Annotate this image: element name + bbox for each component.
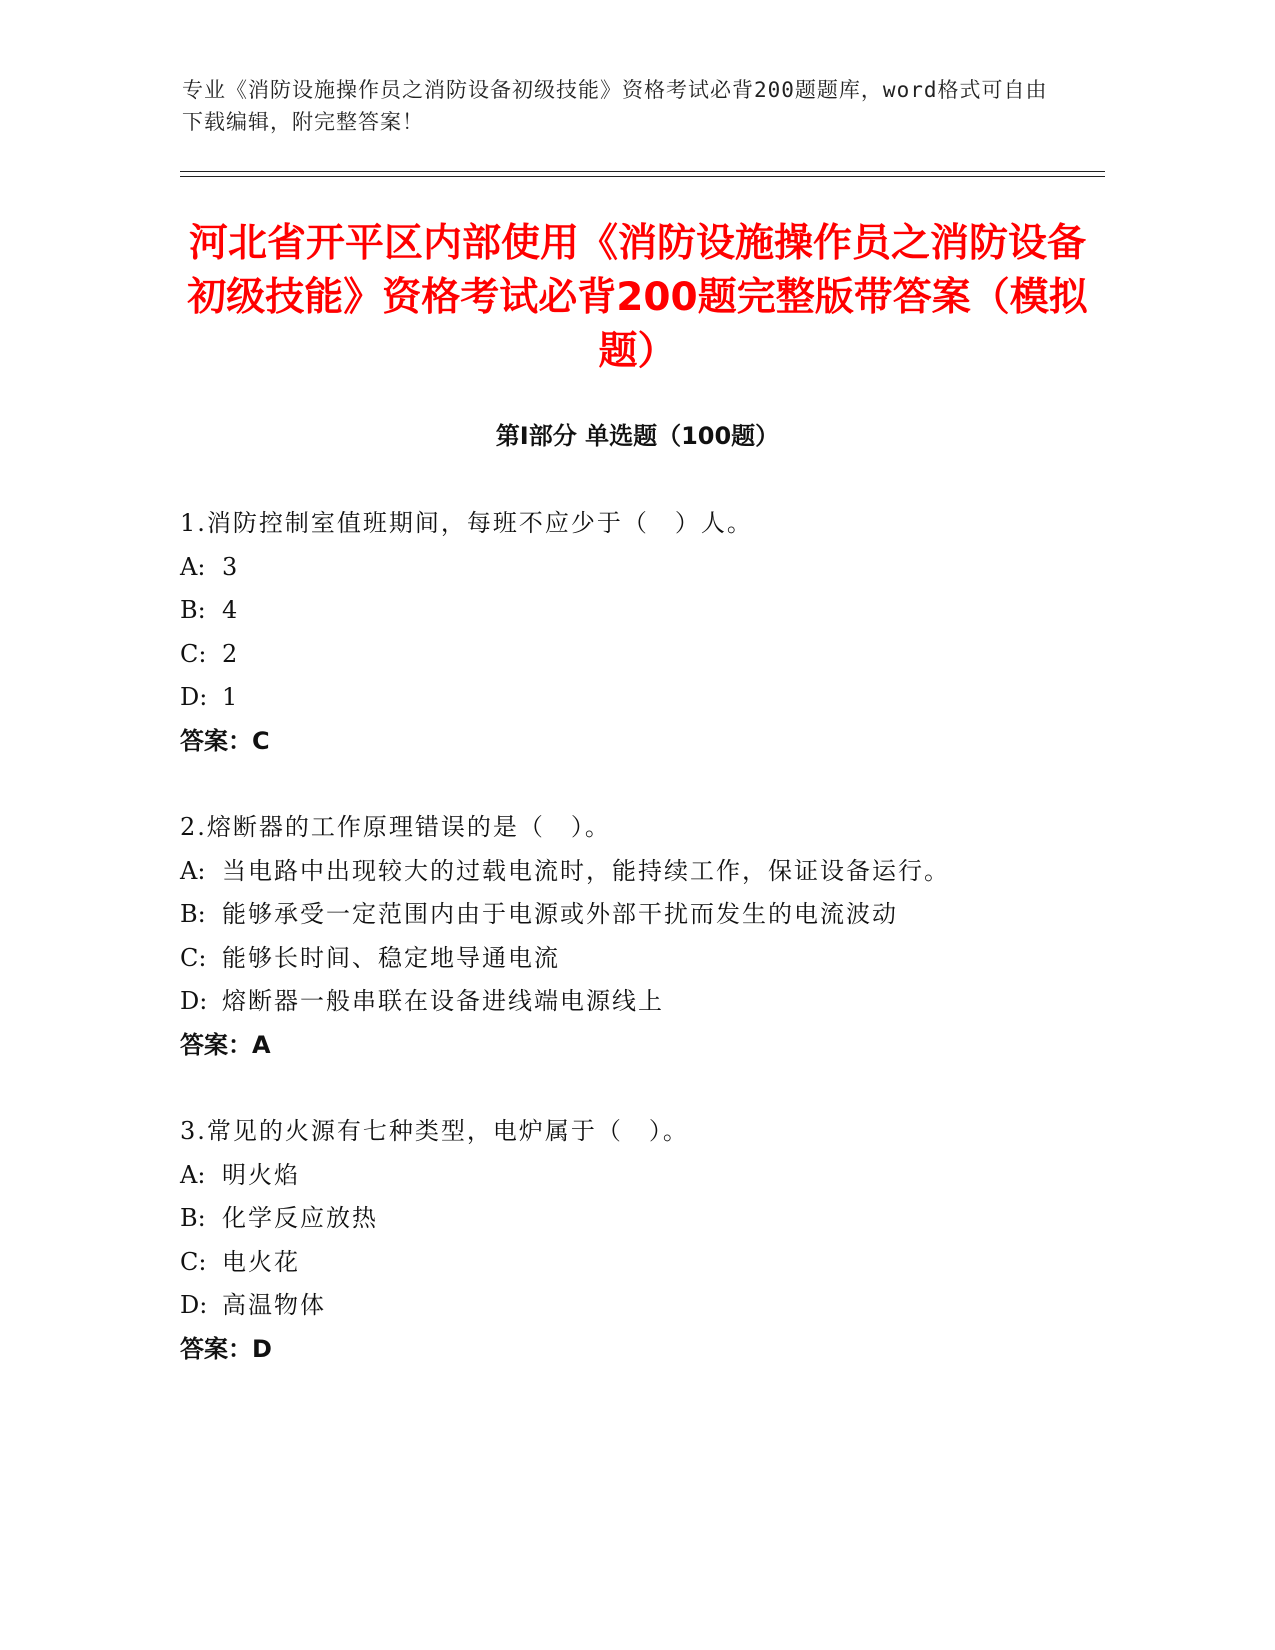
option-b (180, 1197, 1100, 1241)
option-b (180, 893, 1100, 937)
option-key: B: (180, 900, 206, 928)
option-a (180, 1154, 1100, 1198)
option-c (180, 1241, 1100, 1285)
question-stem: 3.常见的火源有七种类型，电炉属于（ ）。 (180, 1117, 689, 1145)
question-2 (180, 806, 1100, 1067)
option-a (180, 850, 1100, 894)
header-note: 专业《消防设施操作员之消防设备初级技能》资格考试必背200题题库，word格式可自由下载编辑，附完整答案！ (182, 78, 1048, 134)
option-c (180, 633, 1100, 677)
option-key: B: (180, 596, 206, 624)
option-text: 高温物体 (222, 1291, 326, 1319)
option-text: 能够长时间、稳定地导通电流 (222, 943, 560, 972)
option-key: C: (180, 1247, 207, 1276)
question-stem: 2.熔断器的工作原理错误的是（ ）。 (180, 813, 611, 841)
option-text: 3 (222, 552, 240, 581)
option-key: D: (180, 683, 208, 711)
option-text: 熔断器一般串联在设备进线端电源线上 (222, 987, 664, 1015)
option-key: B: (180, 1204, 206, 1232)
answer: 答案：D (180, 1334, 272, 1363)
option-text: 2 (222, 639, 240, 668)
answer: 答案：C (180, 726, 270, 755)
option-text: 当电路中出现较大的过载电流时，能持续工作，保证设备运行。 (222, 856, 950, 885)
option-key: D: (180, 1291, 208, 1319)
option-text: 能够承受一定范围内由于电源或外部干扰而发生的电流波动 (222, 900, 898, 928)
option-text: 明火焰 (222, 1160, 300, 1189)
option-a (180, 546, 1100, 590)
option-text: 4 (222, 596, 240, 624)
option-key: A: (180, 856, 206, 885)
answer: 答案：A (180, 1030, 271, 1059)
option-d (180, 980, 1100, 1024)
header-rule-top (180, 171, 1105, 172)
option-b (180, 589, 1100, 633)
option-key: C: (180, 943, 207, 972)
question-1 (180, 502, 1100, 763)
header-rule-bottom (180, 176, 1105, 177)
option-key: C: (180, 639, 207, 668)
option-d (180, 1284, 1100, 1328)
section-heading: 第Ⅰ部分 单选题（100题） (495, 422, 780, 450)
option-key: A: (180, 1160, 206, 1189)
option-text: 1 (222, 683, 240, 711)
option-text: 电火花 (222, 1247, 300, 1276)
option-d (180, 676, 1100, 720)
option-key: A: (180, 552, 206, 581)
question-3 (180, 1110, 1100, 1371)
option-c (180, 937, 1100, 981)
document-title: 河北省开平区内部使用《消防设施操作员之消防设备初级技能》资格考试必背200题完整版带答案（模拟题） (187, 221, 1088, 374)
option-text: 化学反应放热 (222, 1204, 378, 1232)
question-list (180, 502, 1100, 1414)
option-key: D: (180, 987, 208, 1015)
question-stem: 1.消防控制室值班期间，每班不应少于（ ）人。 (180, 509, 753, 537)
